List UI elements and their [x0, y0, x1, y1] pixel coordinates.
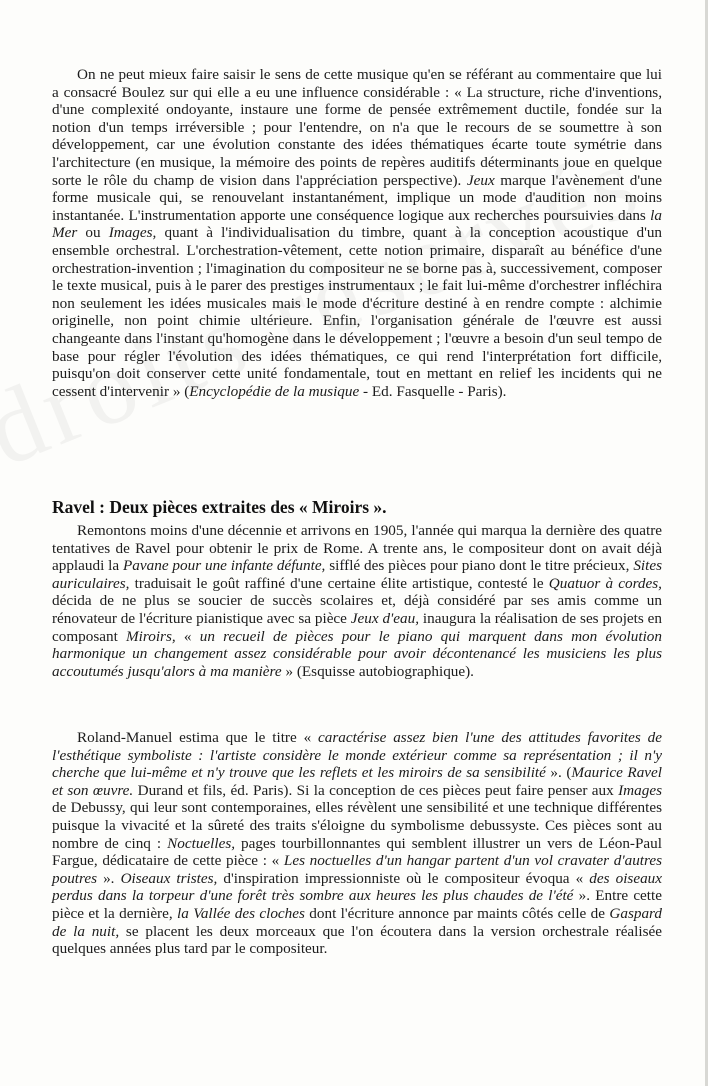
italic-text: Images [618, 781, 662, 799]
text-run: quant à l'individualisation du timbre, quant à la conception acoustique d'un ensemble orchestral. L'orchestration-vêtement, cette notion primaire, disparaît au bénéfice d'une orchestration-invention ; l'imagination du compositeur ne se borne pas à, successivement, composer le texte musical, puis à le parer des prestiges instrumentaux ; le fait lui-même d'orchestrer infléchira non seulement les idées musicales mais le mode d'écriture destiné à en rendre compte : alchimie originelle, non point chimie ultérieure. Enfin, l'organisation générale de l'œuvre est aussi changeante dans l'instant qu'homogène dans le développement ; l'œuvre a besoin d'un seul tempo de base pour régler l'évolution des idées thématiques, ce qui rend l'interprétation fort difficile, puisqu'on doit conserver cette unité fondamentale, tout en mettant en relief les incidents qui ne cessent d'intervenir » ( [52, 224, 663, 400]
text-run: Durand et fils, éd. Paris). Si la conception de ces pièces peut faire penser aux [133, 781, 619, 799]
paragraph-text [52, 729, 662, 958]
text-run: de Debussy, qui leur sont contemporaines, elles révèlent une sensibilité et une technique différentes puisque la vivacité et la sûreté des traits s'éloigne du symbolisme debussyste. Ces pièces sont au nombre de cinq : [52, 799, 662, 852]
italic-text: Sites auriculaires, [52, 557, 662, 592]
italic-text: Jeux [466, 171, 495, 189]
italic-text: Maurice Ravel et son œuvre. [52, 764, 662, 799]
section-heading-wrap [52, 496, 662, 518]
italic-text: Les noctuelles d'un hangar partent d'un vol cravater d'autres poutres [52, 852, 662, 887]
italic-text: la Mer [52, 206, 662, 242]
italic-text: la Vallée des cloches [177, 904, 305, 922]
text-run: ». [97, 869, 121, 887]
text-run: ». ( [545, 764, 572, 782]
text-run: inaugura la réalisation de ses projets en composant [52, 609, 662, 645]
text-run: Remontons moins d'une décennie et arrivons en 1905, l'année qui marqua la dernière des quatre tentatives de Ravel pour obtenir le prix de Rome. A trente ans, le compositeur dont on avait déjà applaudi la [52, 522, 662, 575]
text-run: ». Entre cette pièce et la dernière, [52, 887, 662, 922]
text-run: - Ed. Fasquelle - Paris). [359, 382, 507, 400]
italic-text: Quatuor à cordes, [548, 574, 662, 592]
italic-text: Jeux d'eau, [350, 609, 420, 627]
paragraph-boulez-commentary [52, 66, 662, 400]
italic-text: Miroirs, [126, 627, 176, 645]
italic-text: caractérise assez bien l'une des attitudes favorites de l'esthétique symboliste : l'artiste considère le monde extérieur comme sa représentation ; il n'y cherche que lui-même et n'y trouve que les reflets et les miroirs de sa sensibilité [52, 729, 662, 782]
text-run: ou [77, 224, 109, 242]
text-run: se placent les deux morceaux que l'on écoutera dans la version orchestrale réalisée quelques années plus tard par le compositeur. [52, 922, 663, 958]
text-run: » (Esquisse autobiographique). [281, 662, 474, 680]
text-run: « [175, 627, 200, 645]
italic-text: Oiseaux tristes, [120, 869, 218, 887]
italic-text: un recueil de pièces pour le piano qui marquent dans mon évolution harmonique un changement assez considérable pour avoir décontenancé les musiciens les plus accoutumés jusqu'alors à ma manière [52, 627, 662, 680]
text-run: d'inspiration impressionniste où le compositeur évoqua « [217, 869, 590, 887]
paragraph-roland-manuel [52, 729, 662, 958]
text-run: marque l'avènement d'une forme musicale qui, se renouvelant instantanément, implique un mode d'audition non moins instantanée. L'instrumentation apporte une conséquence logique aux recherches poursuivies dans [52, 171, 662, 224]
italic-text: Noctuelles, [167, 834, 236, 852]
italic-text: Gaspard de la nuit, [52, 904, 662, 940]
paragraph-text [52, 66, 662, 400]
text-run: On ne peut mieux faire saisir le sens de cette musique qu'en se référant au commentaire que lui a consacré Boulez sur qui elle a eu une influence considérable : « La structure, riche d'inventions, d'une complexité ondoyante, instaure une forme de pensée extrêmement ductile, fondée sur la notion d'un temps irréversible ; pour l'entendre, on n'a que le recours de se soumettre à son développement, car une évolution constante des idées thématiques écarte toute symétrie dans l'architecture (en musique, la mémoire des points de repères auditifs déterminants joue en quelque sorte le rôle du champ de vision dans l'appréciation perspective). [52, 66, 662, 189]
text-run: pages tourbillonnantes qui semblent illustrer un vers de Léon-Paul Fargue, dédicataire de cette pièce : « [52, 834, 662, 870]
text-run: dont l'écriture annonce par maints côtés celle de [304, 904, 610, 922]
text-run: Roland-Manuel estima que le titre « [77, 729, 319, 746]
paragraph-text [52, 522, 662, 680]
section-heading: Ravel : Deux pièces extraites des « Miroirs ». [52, 497, 387, 517]
italic-text: Encyclopédie de la musique [189, 382, 360, 400]
italic-text: Images, [108, 224, 157, 242]
italic-text: des oiseaux perdus dans la torpeur d'une forêt très sombre aux heures les plus chaudes de l'été [52, 869, 663, 905]
paragraph-ravel-miroirs [52, 522, 662, 680]
text-run: décida de ne plus se soucier de succès scolaires et, déjà considéré par ses amis comme un rénovateur de l'écriture pianistique avec sa pièce [52, 592, 662, 627]
text-run: traduisait le goût raffiné d'une certaine élite artistique, contesté le [129, 574, 549, 592]
italic-text: Pavane pour une infante défunte, [123, 557, 326, 575]
text-run: sifflé des pièces pour piano dont le titre précieux, [325, 557, 634, 575]
